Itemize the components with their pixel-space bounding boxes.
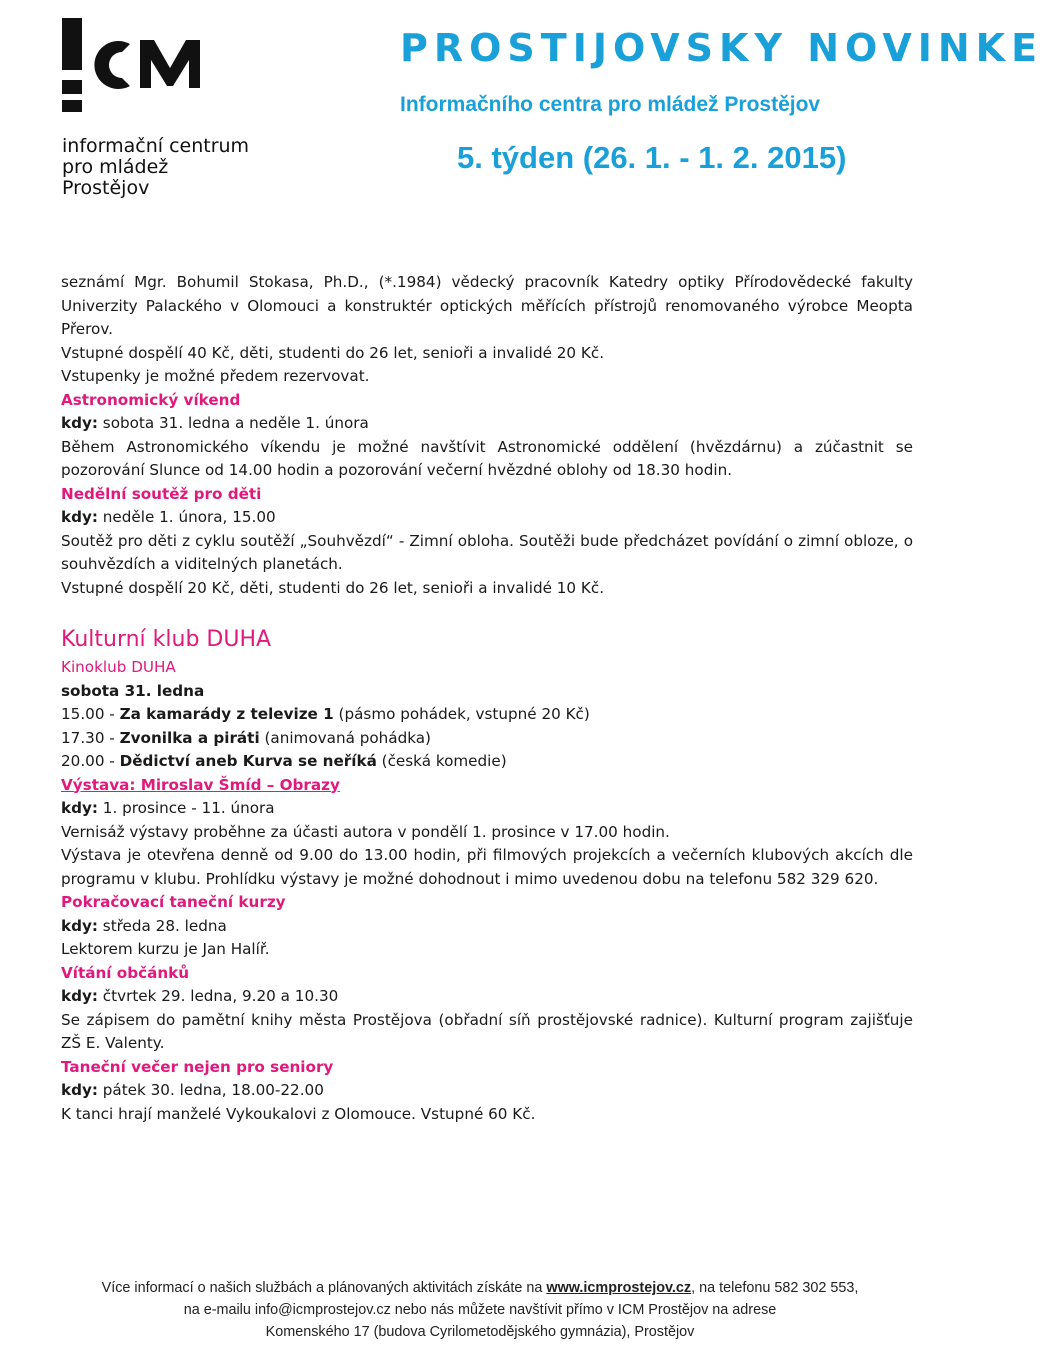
event-date-value: pátek 30. ledna, 18.00-22.00 <box>97 1081 324 1099</box>
article-body <box>61 271 913 1126</box>
screening-title: Dědictví aneb Kurva se neříká <box>119 752 377 770</box>
event-heading-exhibition: Výstava: Miroslav Šmíd – Obrazy <box>61 775 340 794</box>
kdy-label: kdy: <box>61 1081 98 1099</box>
logo-line: informační centrum <box>62 135 250 157</box>
footer-line <box>0 1277 960 1299</box>
event-heading-contest: Nedělní soutěž pro děti <box>61 484 262 503</box>
icm-logo <box>60 16 260 199</box>
screening-note: (pásmo pohádek, vstupné 20 Kč) <box>333 705 590 723</box>
event-date-value: 1. prosince - 11. února <box>97 799 275 817</box>
event-heading-astro: Astronomický víkend <box>61 390 241 409</box>
event-price: Vstupné dospělí 20 Kč, děti, studenti do 26 let, senioři a invalidé 10 Kč. <box>61 578 605 597</box>
kdy-label: kdy: <box>61 508 98 526</box>
screening-item <box>61 703 913 727</box>
footer-line: Komenského 17 (budova Cyrilometodějského gymnázia), Prostějov <box>265 1324 695 1340</box>
event-date-value: sobota 31. ledna a neděle 1. února <box>97 414 369 432</box>
lecture-price: Vstupné dospělí 40 Kč, děti, studenti do 26 let, senioři a invalidé 20 Kč. <box>61 343 605 362</box>
newsletter-title: PROSTIJOVSKY NOVINKE <box>400 26 1043 70</box>
event-heading-dance: Pokračovací taneční kurzy <box>61 893 286 911</box>
footer <box>0 1277 960 1343</box>
screening-item <box>61 750 913 774</box>
screening-title: Za kamarády z televize 1 <box>119 705 334 723</box>
screening-title: Zvonilka a piráti <box>119 728 260 747</box>
kdy-label: kdy: <box>61 987 98 1005</box>
website-link[interactable]: www.icmprostejov.cz <box>546 1280 692 1296</box>
event-description: K tanci hrají manželé Vykoukalovi z Olomouce. Vstupné 60 Kč. <box>61 1104 536 1123</box>
logo-line: Prostějov <box>62 177 150 199</box>
screening-time: 17.30 - <box>61 728 120 747</box>
event-description: Lektorem kurzu je Jan Halíř. <box>61 940 270 958</box>
event-heading-seniors: Taneční večer nejen pro seniory <box>61 1057 334 1076</box>
event-description: Se zápisem do pamětní knihy města Prostějova (obřadní síň prostějovské radnice). Kulturní program zajišťuje ZŠ E. Valenty. <box>61 1010 913 1052</box>
event-date <box>61 1079 913 1103</box>
logo-wordmark <box>62 136 249 199</box>
event-date <box>61 797 913 821</box>
screening-item <box>61 727 913 751</box>
week-label: 5. týden (26. 1. - 1. 2. 2015) <box>457 140 847 175</box>
kdy-label: kdy: <box>61 414 98 432</box>
event-description: Vernisáž výstavy proběhne za účasti autora v pondělí 1. prosince v 17.00 hodin. <box>61 822 670 841</box>
event-date <box>61 985 913 1009</box>
kdy-label: kdy: <box>61 916 98 935</box>
lecture-intro: seznámí Mgr. Bohumil Stokasa, Ph.D., (*.1984) vědecký pracovník Katedry optiky Přírodovědecké fakulty Univerzity Palackého v Olomouci a konstruktér optických měřících přístrojů renomovaného výrobce Meopta Přerov. <box>61 273 913 338</box>
event-date <box>61 506 913 530</box>
event-date <box>61 412 913 436</box>
icm-logo-mark <box>60 16 220 112</box>
event-date-value: středa 28. ledna <box>97 916 227 935</box>
screening-time: 15.00 - <box>61 705 120 723</box>
section-heading-club: Kulturní klub DUHA <box>61 627 272 652</box>
event-heading-welcome: Vítání občánků <box>61 963 190 982</box>
event-description: Soutěž pro děti z cyklu soutěží „Souhvězdí“ - Zimní obloha. Soutěži bude předcházet povídání o zimní obloze, o souhvězdích a viditelných planetách. <box>61 531 913 573</box>
screening-note: (česká komedie) <box>376 752 507 770</box>
kinoklub-heading: Kinoklub DUHA <box>61 658 176 676</box>
screening-time: 20.00 - <box>61 752 120 770</box>
footer-text: Více informací o našich službách a plánovaných aktivitách získáte na <box>101 1280 547 1296</box>
logo-line: pro mládež <box>62 156 169 178</box>
newsletter-subtitle: Informačního centra pro mládež Prostějov <box>400 93 821 116</box>
event-date-value: neděle 1. února, 15.00 <box>97 508 276 526</box>
lecture-booking: Vstupenky je možné předem rezervovat. <box>61 367 370 385</box>
footer-text: , na telefonu 582 302 553, <box>691 1280 859 1296</box>
event-description: Výstava je otevřena denně od 9.00 do 13.00 hodin, při filmových projekcích a večerních klubových akcích dle programu v klubu. Prohlídku výstavy je možné dohodnout i mimo uvedenou dobu na telefonu 582 329 620. <box>61 846 913 888</box>
event-date <box>61 915 913 939</box>
footer-line: na e-mailu info@icmprostejov.cz nebo nás můžete navštívit přímo v ICM Prostějov na adrese <box>183 1302 777 1318</box>
kdy-label: kdy: <box>61 799 98 817</box>
event-date-value: čtvrtek 29. ledna, 9.20 a 10.30 <box>97 987 339 1005</box>
event-description: Během Astronomického víkendu je možné navštívit Astronomické oddělení (hvězdárnu) a zúčastnit se pozorování Slunce od 14.00 hodin a pozorování večerní hvězdné oblohy od 18.30 hodin. <box>61 437 913 479</box>
screening-date: sobota 31. ledna <box>61 681 205 700</box>
screening-note: (animovaná pohádka) <box>259 728 431 747</box>
